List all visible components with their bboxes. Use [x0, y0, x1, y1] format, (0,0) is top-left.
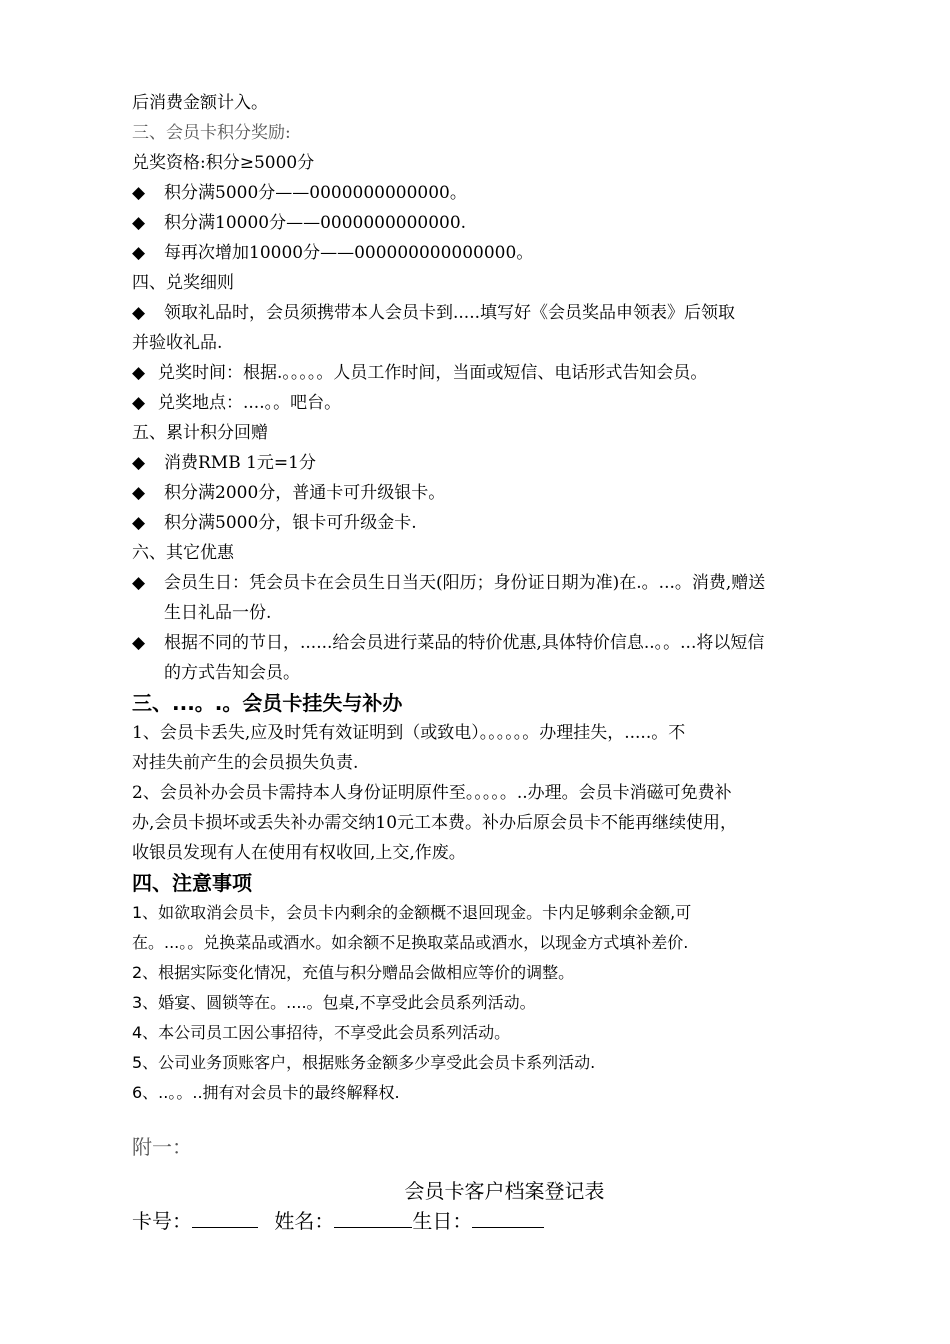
diamond-bullet-icon: ◆	[132, 243, 146, 263]
card-number-field[interactable]	[192, 1207, 258, 1228]
note-line: 1、如欲取消会员卡，会员卡内剩余的金额概不退回现金。卡内足够剩余金额,可	[132, 903, 692, 922]
note-line: 4、本公司员工因公事招待，不享受此会员系列活动。	[132, 1023, 511, 1042]
text-line: 生日礼品一份.	[164, 603, 272, 623]
note-line: 在。...。。兑换菜品或酒水。如余额不足换取菜品或酒水，以现金方式填补差价.	[132, 933, 689, 952]
paragraph-line: 2、会员补办会员卡需持本人身份证明原件至。。。。。..办理。会员卡消磁可免费补	[132, 783, 732, 803]
paragraph-line: 对挂失前产生的会员损失负责.	[132, 753, 359, 773]
section-title-accumulated-points: 五、累计积分回赠	[132, 423, 268, 443]
diamond-bullet-icon: ◆	[132, 513, 146, 533]
diamond-bullet-icon: ◆	[132, 393, 146, 413]
text-line: 兑奖资格:积分≥5000分	[132, 153, 315, 173]
bullet-item: ◆ 消费RMB 1元=1分	[132, 448, 837, 478]
form-title: 会员卡客户档案登记表	[404, 1179, 605, 1203]
note-line: 2、根据实际变化情况，充值与积分赠品会做相应等价的调整。	[132, 963, 575, 982]
bullet-item: ◆ 积分满5000分——0000000000000。	[132, 178, 837, 208]
bullet-item: ◆ 根据不同的节日，......给会员进行菜品的特价优惠,具体特价信息..。。...将以短信	[132, 628, 837, 658]
bullet-item: ◆ 兑奖地点：....。。吧台。	[132, 388, 837, 418]
diamond-bullet-icon: ◆	[132, 213, 146, 233]
paragraph-line: 1、会员卡丢失,应及时凭有效证明到（或致电）。。。。。。办理挂失，.....。不	[132, 723, 686, 743]
note-line: 3、婚宴、圆锁等在。....。包桌,不享受此会员系列活动。	[132, 993, 536, 1012]
card-number-label: 卡号：	[132, 1209, 192, 1233]
section-title-rewards: 三、会员卡积分奖励:	[132, 123, 291, 143]
birthday-label: 生日：	[412, 1209, 473, 1233]
document-page	[132, 88, 837, 1236]
note-line: 6、..。。..拥有对会员卡的最终解释权.	[132, 1083, 400, 1102]
diamond-bullet-icon: ◆	[132, 453, 146, 473]
paragraph-line: 收银员发现有人在使用有权收回,上交,作废。	[132, 843, 466, 863]
text-line: 并验收礼品.	[132, 333, 223, 353]
appendix-label: 附一：	[132, 1135, 192, 1159]
paragraph-line: 办,会员卡损坏或丢失补办需交纳10元工本费。补办后原会员卡不能再继续使用，	[132, 813, 738, 833]
bullet-item: ◆ 积分满10000分——0000000000000.	[132, 208, 837, 238]
diamond-bullet-icon: ◆	[132, 483, 146, 503]
form-fields-row	[132, 1206, 837, 1236]
name-field[interactable]	[334, 1207, 412, 1228]
section-title-other-offers: 六、其它优惠	[132, 543, 234, 563]
bullet-item: ◆ 积分满2000分，普通卡可升级银卡。	[132, 478, 837, 508]
bullet-item: ◆ 积分满5000分，银卡可升级金卡.	[132, 508, 837, 538]
text-line: 的方式告知会员。	[164, 663, 300, 683]
name-label: 姓名：	[274, 1209, 335, 1233]
birthday-field[interactable]	[472, 1207, 544, 1228]
diamond-bullet-icon: ◆	[132, 183, 146, 203]
section-title-redeem-rules: 四、兑奖细则	[132, 273, 234, 293]
bullet-item: ◆ 领取礼品时，会员须携带本人会员卡到.....填写好《会员奖品申领表》后领取	[132, 298, 837, 328]
note-line: 5、公司业务顶账客户，根据账务金额多少享受此会员卡系列活动.	[132, 1053, 596, 1072]
section-heading-notes: 四、注意事项	[132, 871, 252, 895]
diamond-bullet-icon: ◆	[132, 573, 146, 593]
diamond-bullet-icon: ◆	[132, 303, 146, 323]
diamond-bullet-icon: ◆	[132, 363, 146, 383]
section-heading-card-loss: 三、...。.。会员卡挂失与补办	[132, 691, 403, 715]
text-line: 后消费金额计入。	[132, 93, 268, 113]
diamond-bullet-icon: ◆	[132, 633, 146, 653]
bullet-item: ◆ 会员生日：凭会员卡在会员生日当天(阳历；身份证日期为准)在.。...。消费,赠送	[132, 568, 837, 598]
bullet-item: ◆ 每再次增加10000分——000000000000000。	[132, 238, 837, 268]
bullet-item: ◆ 兑奖时间：根据.。。。。。人员工作时间，当面或短信、电话形式告知会员。	[132, 358, 837, 388]
